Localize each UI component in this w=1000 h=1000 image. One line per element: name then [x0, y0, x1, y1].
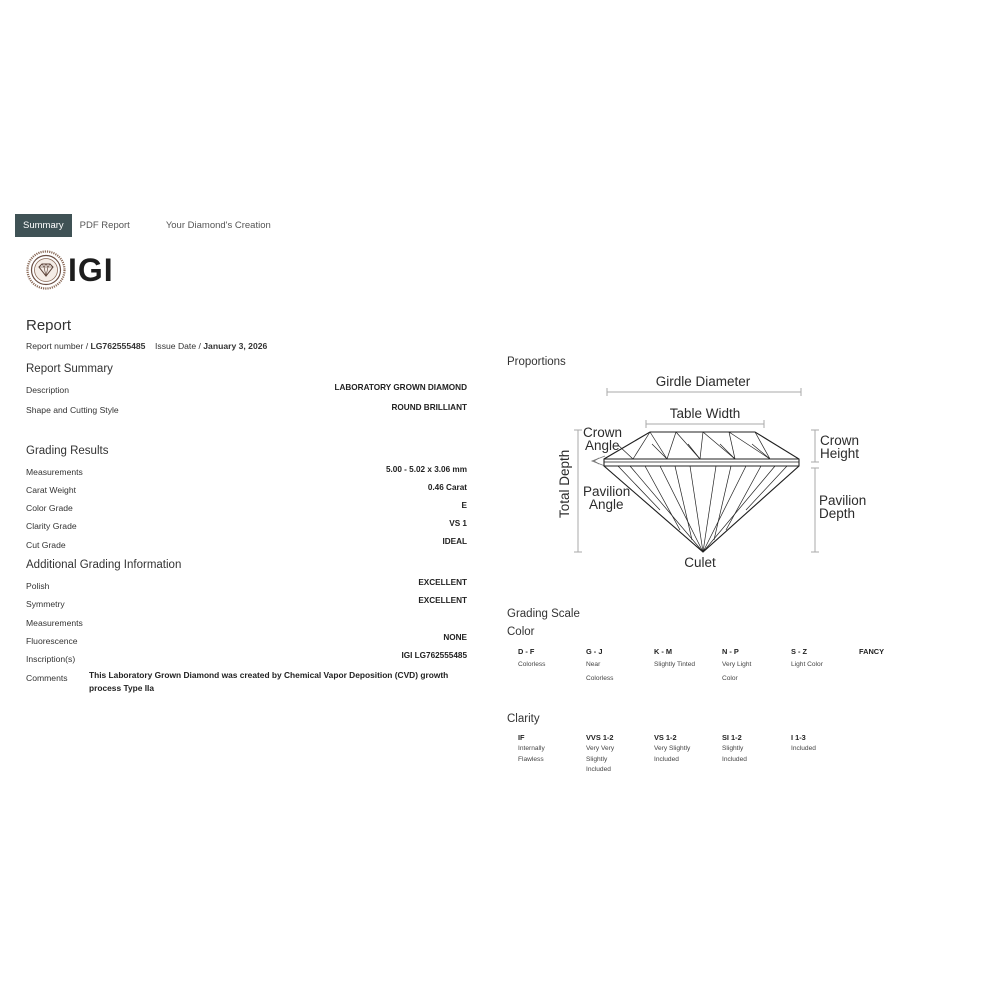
clarity-desc: Internally [518, 745, 545, 752]
tab-pdf-report[interactable]: PDF Report [79, 220, 130, 231]
page-title: Report [26, 317, 72, 334]
comments-label: Comments [26, 673, 68, 683]
report-number: LG762555485 [90, 341, 146, 351]
color-desc: Colorless [586, 674, 614, 682]
measurements-value: 5.00 - 5.02 x 3.06 mm [385, 465, 467, 474]
issue-date-label: Issue Date / [155, 341, 201, 351]
tab-diamond-creation[interactable]: Your Diamond's Creation [165, 220, 271, 231]
clarity-code: SI 1-2 [722, 733, 742, 742]
crown-height-label-line2: Height [820, 446, 860, 461]
tab-summary[interactable]: Summary [15, 214, 72, 237]
clarity-desc: Very Slightly [654, 745, 691, 752]
additional-measurements-label: Measurements [26, 618, 83, 628]
clarity-scale-vs [654, 733, 690, 765]
clarity-code: VS 1-2 [654, 733, 677, 742]
proportions-diagram [540, 368, 880, 578]
report-meta [26, 341, 267, 351]
color-desc: Light Color [791, 661, 823, 668]
symmetry-value: EXCELLENT [418, 596, 467, 605]
polish-label: Polish [26, 581, 50, 591]
description-value: LABORATORY GROWN DIAMOND [334, 383, 467, 392]
clarity-scale-if [518, 733, 545, 765]
pavilion-facets [604, 466, 799, 552]
color-scale-g-j [586, 647, 613, 684]
color-scale-d-f [518, 647, 545, 671]
crown-height-label-line1: Crown [820, 433, 860, 448]
color-desc: Near [586, 661, 601, 668]
pavilion-angle-label-line2: Angle [589, 497, 624, 512]
color-code: G - J [586, 647, 603, 656]
crown-angle-marker [592, 456, 605, 466]
shape-label: Shape and Cutting Style [26, 405, 119, 415]
clarity-desc: Included [722, 755, 747, 763]
pavilion-depth-label-line2: Depth [819, 506, 856, 521]
igi-seal-icon [26, 250, 66, 290]
polish-value: EXCELLENT [418, 578, 467, 587]
pavilion-depth-label-line1: Pavilion [819, 493, 867, 508]
description-label: Description [26, 385, 69, 395]
inscription-label: Inscription(s) [26, 654, 76, 664]
color-scale-fancy [859, 647, 884, 656]
color-desc: Very Light [722, 661, 752, 668]
tab-bar [15, 214, 279, 237]
color-code: FANCY [859, 647, 885, 656]
crown-angle-label-line2: Angle [585, 438, 620, 453]
color-code: K - M [654, 647, 673, 656]
proportions-heading: Proportions [507, 356, 566, 368]
clarity-scale-i [791, 733, 816, 755]
carat-value: 0.46 Carat [427, 483, 467, 492]
color-code: N - P [722, 647, 739, 656]
color-scale-k-m [654, 647, 695, 671]
clarity-code: IF [518, 733, 525, 742]
clarity-desc: Included [586, 766, 611, 773]
clarity-code: I 1-3 [791, 733, 806, 742]
cut-grade-value: IDEAL [442, 537, 467, 546]
table-width-label: Table Width [669, 406, 741, 421]
fluorescence-label: Fluorescence [26, 636, 78, 646]
color-desc: Color [722, 674, 738, 682]
color-code: D - F [518, 647, 535, 656]
issue-date: January 3, 2026 [203, 341, 268, 351]
color-desc: Colorless [518, 661, 546, 668]
carat-label: Carat Weight [26, 485, 76, 495]
clarity-desc: Included [654, 755, 679, 763]
comments-value: This Laboratory Grown Diamond was created by Chemical Vapor Deposition (CVD) growth process Type IIa [89, 670, 449, 693]
fluorescence-value: NONE [443, 633, 467, 642]
clarity-desc: Slightly [586, 755, 608, 763]
girdle-diameter-label: Girdle Diameter [655, 374, 751, 389]
grading-results-heading: Grading Results [26, 445, 109, 457]
clarity-grade-label: Clarity Grade [26, 521, 77, 531]
grading-scale-heading: Grading Scale [507, 608, 580, 620]
clarity-desc: Included [791, 745, 816, 752]
color-grade-label: Color Grade [26, 503, 73, 513]
cut-grade-label: Cut Grade [26, 540, 66, 550]
total-depth-label: Total Depth [557, 449, 572, 518]
report-summary-heading: Report Summary [26, 363, 113, 375]
crown-facets [604, 432, 799, 462]
shape-value: ROUND BRILLIANT [391, 403, 467, 412]
clarity-grade-value: VS 1 [449, 519, 467, 528]
clarity-scale-vvs [586, 733, 614, 776]
color-desc: Slightly Tinted [654, 661, 696, 668]
color-code: S - Z [791, 647, 808, 656]
report-number-label: Report number / [26, 341, 89, 351]
igi-logo [26, 250, 136, 290]
color-scale-n-p [722, 647, 751, 684]
logo-wordmark: IGI [68, 252, 114, 288]
clarity-desc: Slightly [722, 745, 744, 752]
clarity-scale-heading: Clarity [507, 713, 540, 725]
clarity-code: VVS 1-2 [586, 733, 614, 742]
additional-info-heading: Additional Grading Information [26, 559, 182, 571]
diagram-labels [557, 374, 866, 570]
clarity-desc: Flawless [518, 755, 544, 763]
clarity-scale-si [722, 733, 747, 765]
clarity-desc: Very Very [586, 745, 615, 752]
color-scale-heading: Color [507, 626, 535, 638]
crown-angle-label-line1: Crown [583, 425, 623, 440]
color-grade-value: E [461, 501, 467, 510]
culet-label: Culet [684, 555, 716, 570]
pavilion-angle-label-line1: Pavilion [583, 484, 631, 499]
inscription-value: IGI LG762555485 [401, 651, 467, 660]
color-scale-s-z [791, 647, 823, 671]
measurements-label: Measurements [26, 467, 83, 477]
symmetry-label: Symmetry [26, 599, 65, 609]
